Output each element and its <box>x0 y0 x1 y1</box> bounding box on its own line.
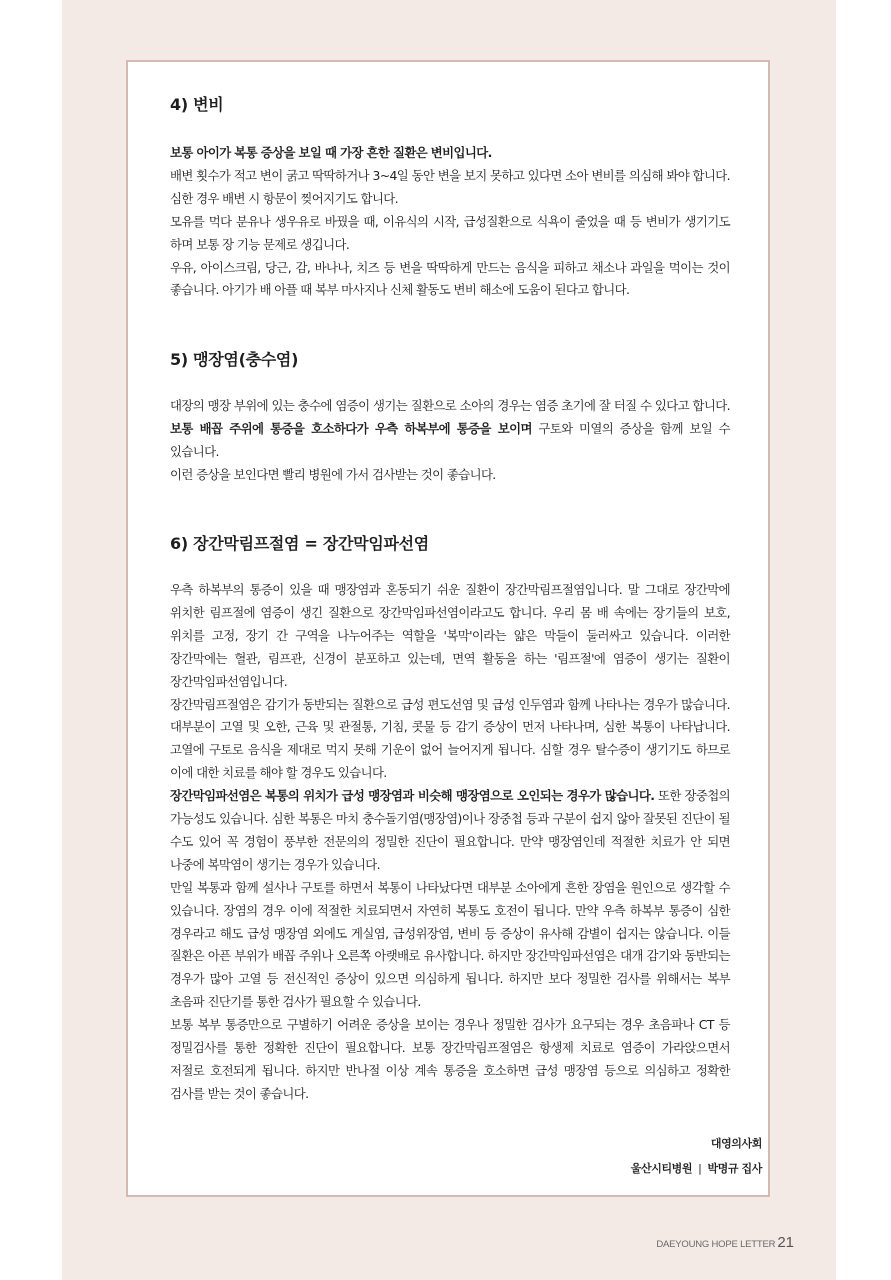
paragraph <box>170 211 730 257</box>
signature-separator: | <box>698 1162 702 1175</box>
signature-hospital: 울산시티병원 <box>630 1162 693 1175</box>
bold-text: 장간막임파선염은 복통의 위치가 급성 맹장염과 비슷해 맹장염으로 오인되는 경우가 많습니다. <box>170 788 655 804</box>
text-run: 구토와 미열의 증상을 함께 보일 수 있습니다. <box>170 421 730 460</box>
paragraph <box>170 257 730 303</box>
section-title: 6) 장간막림프절염 = 장간막임파선염 <box>170 533 429 553</box>
text-run: 모유를 먹다 분유나 생우유로 바꿨을 때, 이유식의 시작, 급성질환으로 식욕이 줄었을 때 등 변비가 생기기도 하며 보통 장 기능 문제로 생깁니다. <box>170 213 730 252</box>
text-run: 이런 증상을 보인다면 빨리 병원에 가서 검사받는 것이 좋습니다. <box>170 467 496 483</box>
text-run: 우유, 아이스크림, 당근, 감, 바나나, 치즈 등 변을 딱딱하게 만드는 음식을 피하고 채소나 과일을 먹이는 것이 좋습니다. 아기가 배 아플 때 복부 마사지나 신체 활동도 변비 해소에 도움이 된다고 합니다. <box>170 259 730 298</box>
page-number: 21 <box>777 1234 794 1251</box>
text-run: 또한 장중첩의 가능성도 있습니다. 심한 복통은 마치 충수돌기염(맹장염)이나 장중첩 등과 구분이 쉽지 않아 잘못된 진단이 될 수도 있어 꼭 경험이 풍부한 전문의의 정밀한 진단이 필요합니다. 만약 맹장염인데 적절한 치료가 안 되면 나중에 복막염이 생기는 경우가 있습니다. <box>170 788 730 872</box>
paragraph <box>170 395 730 464</box>
section-appendicitis <box>170 347 730 487</box>
author-signature <box>631 1131 762 1181</box>
paragraph <box>170 877 730 1014</box>
footer-label: DAEYOUNG HOPE LETTER <box>656 1239 776 1250</box>
text-run: 우측 하복부의 통증이 있을 때 맹장염과 혼동되기 쉬운 질환이 장간막림프절염입니다. 말 그대로 장간막에 위치한 림프절에 염증이 생긴 질환으로 장간막임파선염이라고도 합니다. 우리 몸 배 속에는 장기들의 보호, 위치를 고정, 장기 간 구역을 나누어주는 역할을 '복막'이라는 얇은 막들이 둘러싸고 있습니다. 이러한 장간막에는 혈관, 림프관, 신경이 분포하고 있는데, 면역 활동을 하는 '림프절'에 염증이 생기는 질환이 장간막임파선염입니다. <box>170 581 730 689</box>
paragraph <box>170 1014 730 1106</box>
section-mesenteric-lymphadenitis <box>170 531 730 1106</box>
bold-text: 보통 배꼽 주위에 통증을 호소하다가 우측 하복부에 통증을 보이며 <box>170 421 532 437</box>
signature-author: 박명규 집사 <box>707 1162 762 1175</box>
text-run: 만일 복통과 함께 설사나 구토를 하면서 복통이 나타났다면 대부분 소아에게 흔한 장염을 원인으로 생각할 수 있습니다. 장염의 경우 이에 적절한 치료되면서 자연히 복통도 호전이 됩니다. 만약 우측 하복부 통증이 심한 경우라고 해도 급성 맹장염 외에도 게실염, 급성위장염, 변비 등 증상이 유사해 감별이 쉽지는 않습니다. 이들 질환은 아픈 부위가 배꼽 주위나 오른쪽 아랫배로 유사합니다. 하지만 장간막임파선염은 대개 감기와 동반되는 경우가 많아 고열 등 전신적인 증상이 있으면 의심하게 됩니다. 하지만 보다 정밀한 검사를 위해서는 복부 초음파 진단기를 통한 검사가 필요할 수 있습니다. <box>170 879 730 1010</box>
section-title: 4) 변비 <box>170 95 224 114</box>
text-run: 배변 횟수가 적고 변이 굵고 딱딱하거나 3~4일 동안 변을 보지 못하고 있다면 소아 변비를 의심해 봐야 합니다. 심한 경우 배변 시 항문이 찢어지기도 합니다. <box>170 167 730 206</box>
signature-line <box>631 1156 762 1181</box>
paragraph <box>170 464 730 487</box>
section-constipation <box>170 92 730 302</box>
paragraph <box>170 694 730 786</box>
paragraph <box>170 785 730 877</box>
section-body <box>170 579 730 1106</box>
paragraph <box>170 142 730 165</box>
section-title: 5) 맹장염(충수염) <box>170 350 299 370</box>
article-content <box>170 92 730 1106</box>
section-body <box>170 142 730 302</box>
bold-text: 보통 아이가 복통 증상을 보일 때 가장 흔한 질환은 변비입니다. <box>170 145 492 160</box>
paragraph <box>170 579 730 694</box>
section-body <box>170 395 730 487</box>
paragraph <box>170 165 730 211</box>
text-run: 보통 복부 통증만으로 구별하기 어려운 증상을 보이는 경우나 정밀한 검사가 요구되는 경우 초음파나 CT 등 정밀검사를 통한 정확한 진단이 필요합니다. 보통 장간막림프절염은 항생제 치료로 염증이 가라앉으면서 저절로 호전되게 됩니다. 하지만 반나절 이상 계속 통증을 호소하면 급성 맹장염 등으로 의심하고 정확한 검사를 받는 것이 좋습니다. <box>170 1017 730 1101</box>
signature-org: 대영의사회 <box>710 1137 762 1150</box>
text-run: 장간막림프절염은 감기가 동반되는 질환으로 급성 편도선염 및 급성 인두염과 함께 나타나는 경우가 많습니다. 대부분이 고열 및 오한, 근육 및 관절통, 기침, 콧물 등 감기 증상이 먼저 나타나며, 심한 복통이 나타납니다. 고열에 구토로 음식을 제대로 먹지 못해 기운이 없어 늘어지게 됩니다. 심할 경우 탈수증이 생기기도 하므로 이에 대한 치료를 해야 할 경우도 있습니다. <box>170 696 730 781</box>
page-footer <box>656 1234 794 1251</box>
text-run: 대장의 맹장 부위에 있는 충수에 염증이 생기는 질환으로 소아의 경우는 염증 초기에 잘 터질 수 있다고 합니다. <box>170 398 730 414</box>
